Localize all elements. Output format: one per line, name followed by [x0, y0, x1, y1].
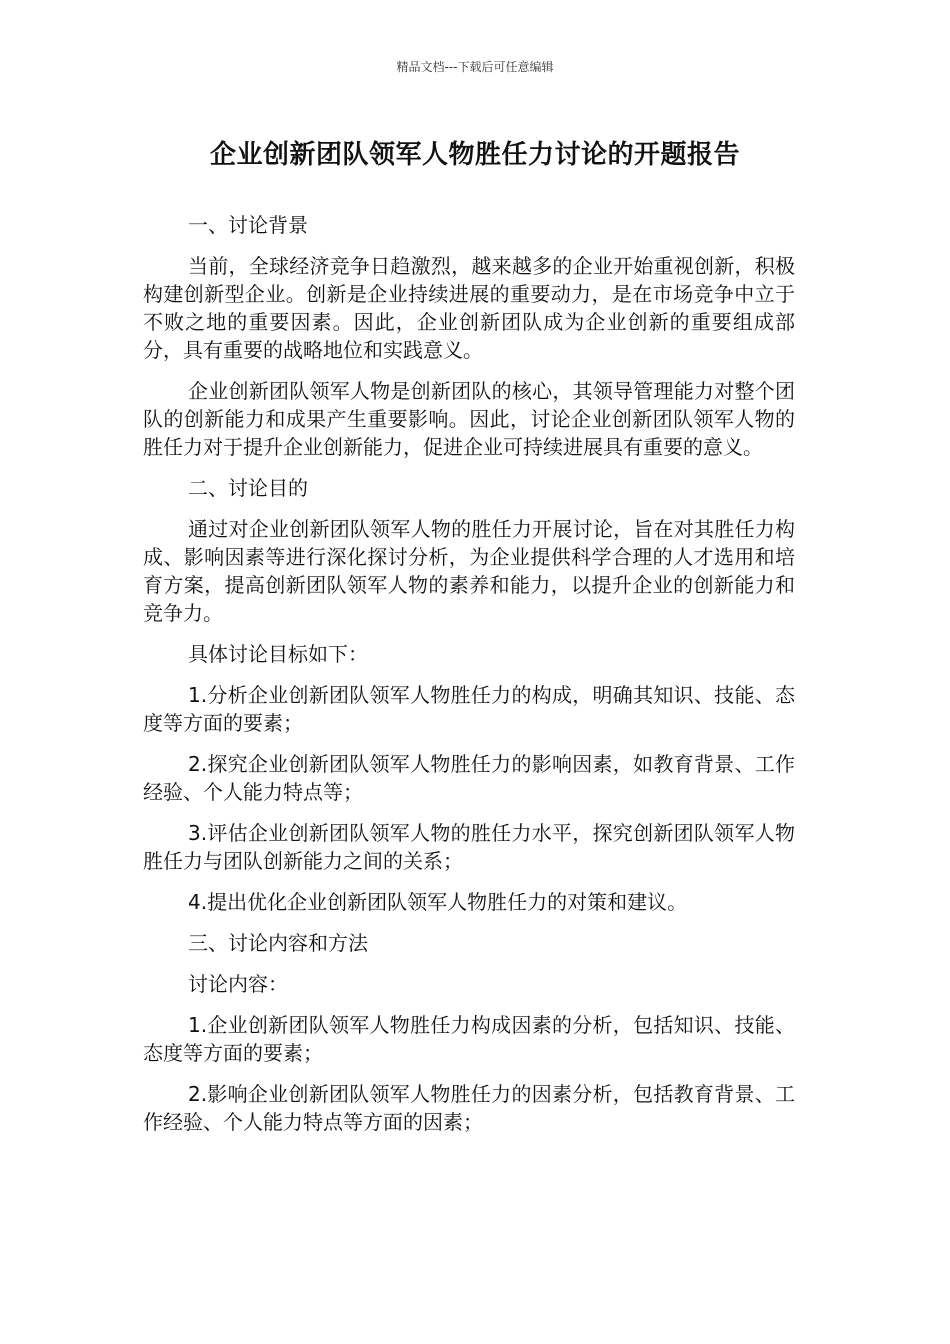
list-item-goal-1: 1.分析企业创新团队领军人物胜任力的构成，明确其知识、技能、态度等方面的要素；: [143, 683, 795, 735]
paragraph-content-intro: 讨论内容：: [188, 972, 288, 996]
list-item-goal-4: 4.提出优化企业创新团队领军人物胜任力的对策和建议。: [188, 890, 688, 914]
list-item-goal-2: 2.探究企业创新团队领军人物胜任力的影响因素，如教育背景、工作经验、个人能力特点等；: [143, 752, 795, 804]
document-body: [143, 211, 795, 1149]
paragraph-background-1: 当前，全球经济竞争日趋激烈，越来越多的企业开始重视创新，积极构建创新型企业。创新是企业持续进展的重要动力，是在市场竞争中立于不败之地的重要因素。因此，企业创新团队成为企业创新的重要组成部分，具有重要的战略地位和实践意义。: [143, 254, 795, 362]
paragraph-purpose-1: 通过对企业创新团队领军人物的胜任力开展讨论，旨在对其胜任力构成、影响因素等进行深化探讨分析，为企业提供科学合理的人才选用和培育方案，提高创新团队领军人物的素养和能力，以提升企业的创新能力和竞争力。: [143, 517, 795, 625]
list-item-content-1: 1.企业创新团队领军人物胜任力构成因素的分析，包括知识、技能、态度等方面的要素；: [143, 1013, 795, 1065]
paragraph-background-2: 企业创新团队领军人物是创新团队的核心，其领导管理能力对整个团队的创新能力和成果产生重要影响。因此，讨论企业创新团队领军人物的胜任力对于提升企业创新能力，促进企业可持续进展具有重要的意义。: [143, 379, 795, 459]
list-item-goal-3: 3.评估企业创新团队领军人物的胜任力水平，探究创新团队领军人物胜任力与团队创新能力之间的关系；: [143, 821, 795, 873]
paragraph-goals-intro: 具体讨论目标如下：: [188, 642, 368, 666]
header-note: 精品文档---下载后可任意编辑: [396, 60, 554, 74]
section-heading-purpose: 二、讨论目的: [188, 476, 308, 500]
document-title: 企业创新团队领军人物胜任力讨论的开题报告: [209, 140, 740, 170]
section-heading-content-method: 三、讨论内容和方法: [188, 931, 368, 955]
list-item-content-2: 2.影响企业创新团队领军人物胜任力的因素分析，包括教育背景、工作经验、个人能力特点等方面的因素；: [143, 1082, 795, 1134]
section-heading-background: 一、讨论背景: [188, 213, 308, 237]
